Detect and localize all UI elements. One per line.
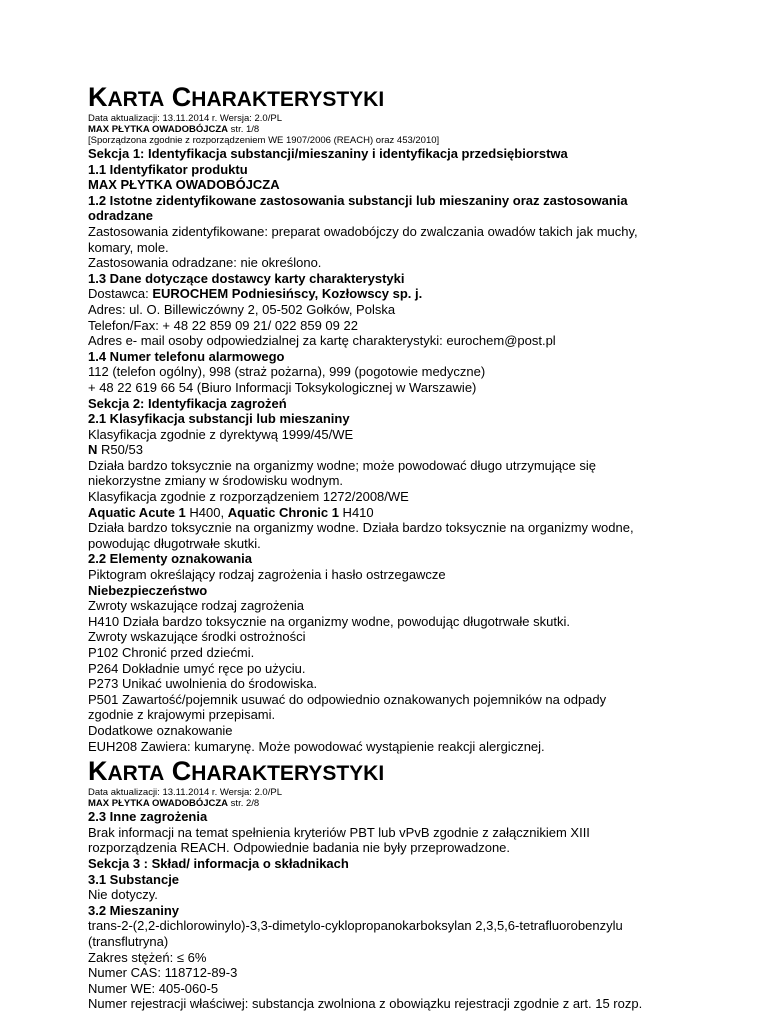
text-line: P264 Dokładnie umyć ręce po użyciu. xyxy=(88,660,306,676)
text-line: P273 Unikać uwolnienia do środowiska. xyxy=(88,676,318,692)
page-number: str. 1/8 xyxy=(228,124,260,135)
supplier-label: Dostawca: xyxy=(88,286,153,302)
text-line: Zastosowania odradzane: nie określono. xyxy=(88,255,322,271)
text-line: Nie dotyczy. xyxy=(88,887,158,903)
text-line: niekorzystne zmiany w środowisku wodnym. xyxy=(88,473,344,489)
registration-number: Numer rejestracji właściwej: substancja zwolniona z obowiązku rejestracji zgodnie z art. 15 rozp. xyxy=(88,996,643,1012)
section-1-title: Sekcja 1: Identyfikacja substancji/mieszaniny i identyfikacja przedsiębiorstwa xyxy=(88,146,568,161)
address-line: Adres: ul. O. Billewiczówny 2, 05-502 Gołków, Polska xyxy=(88,301,396,317)
signal-word: Niebezpieczeństwo xyxy=(88,582,208,598)
subsection-1-1-title: 1.1 Identyfikator produktu xyxy=(88,161,248,177)
aquatic-chronic: Aquatic Chronic 1 xyxy=(227,504,339,520)
product-name-header: MAX PŁYTKA OWADOBÓJCZA xyxy=(88,798,229,810)
text-line: P102 Chronić przed dziećmi. xyxy=(88,645,255,660)
page-number: str. 2/8 xyxy=(228,798,260,810)
regulation-note: [Sporządzona zgodnie z rozporządzeniem WE 1907/2006 (REACH) oraz 453/2010] xyxy=(88,135,440,146)
text-line: Działa bardzo toksycznie na organizmy wodne. Działa bardzo toksycznie na organizmy wodne, xyxy=(88,520,634,536)
aquatic-classification xyxy=(88,505,728,521)
subsection-1-4-title: 1.4 Numer telefonu alarmowego xyxy=(88,348,285,364)
emergency-line: 112 (telefon ogólny), 998 (straż pożarna), 999 (pogotowie medyczne) xyxy=(88,364,486,380)
aquatic-acute: Aquatic Acute 1 xyxy=(88,504,186,520)
subsection-1-2-title-b: odradzane xyxy=(88,208,154,224)
h400-code: H400, xyxy=(185,504,228,520)
subsection-2-1-title: 2.1 Klasyfikacja substancji lub mieszaniny xyxy=(88,411,350,427)
text-line: H410 Działa bardzo toksycznie na organizmy wodne, powodując długotrwałe skutki. xyxy=(88,613,570,629)
symbol-n: N xyxy=(88,442,98,458)
we-number: Numer WE: 405-060-5 xyxy=(88,980,219,996)
chemical-name-short: (transflutryna) xyxy=(88,933,169,949)
text-line: Klasyfikacja zgodnie z rozporządzeniem 1272/2008/WE xyxy=(88,489,409,505)
chemical-name: trans-2-(2,2-dichlorowinylo)-3,3-dimetylo-cyklopropanokarboksylan 2,3,5,6-tetrafluorobenzylu xyxy=(88,918,623,934)
section-2-title: Sekcja 2: Identyfikacja zagrożeń xyxy=(88,395,287,411)
page-title xyxy=(88,758,728,787)
supplier-line xyxy=(88,286,728,302)
text-line: Dodatkowe oznakowanie xyxy=(88,722,233,738)
concentration-range: Zakres stężeń: ≤ 6% xyxy=(88,949,207,965)
emergency-line: + 48 22 619 66 54 (Biuro Informacji Toksykologicznej w Warszawie) xyxy=(88,379,477,395)
subsection-1-3-title: 1.3 Dane dotyczące dostawcy karty charakterystyki xyxy=(88,270,405,286)
text-line: Piktogram określający rodzaj zagrożenia i hasło ostrzegawcze xyxy=(88,567,446,583)
email-line: Adres e- mail osoby odpowiedzialnej za kartę charakterystyki: eurochem@post.pl xyxy=(88,333,556,349)
text-line: Brak informacji na temat spełnienia kryteriów PBT lub vPvB zgodnie z załącznikiem XIII xyxy=(88,824,590,840)
text-line: rozporządzenia REACH. Odpowiednie badania nie były przeprowadzone. xyxy=(88,840,511,856)
page-title xyxy=(88,84,728,113)
r-phrases: R50/53 xyxy=(97,442,143,458)
classification-line xyxy=(88,442,728,458)
product-name-header: MAX PŁYTKA OWADOBÓJCZA xyxy=(88,124,229,135)
text-line: Klasyfikacja zgodnie z dyrektywą 1999/45/WE xyxy=(88,426,354,442)
title-text: KARTA CHARAKTERYSTYKI xyxy=(88,756,385,787)
subsection-1-2-title-a: 1.2 Istotne zidentyfikowane zastosowania substancji lub mieszaniny oraz zastosowania xyxy=(88,192,628,208)
subsection-3-2-title: 3.2 Mieszaniny xyxy=(88,902,180,918)
subsection-3-1-title: 3.1 Substancje xyxy=(88,871,180,887)
subsection-2-3-title: 2.3 Inne zagrożenia xyxy=(88,809,208,825)
section-3-title: Sekcja 3 : Skład/ informacja o składnikach xyxy=(88,855,349,871)
update-info: Data aktualizacji: 13.11.2014 r. Wersja: 2.0/PL xyxy=(88,787,282,799)
text-line: EUH208 Zawiera: kumarynę. Może powodować wystąpienie reakcji alergicznej. xyxy=(88,738,545,754)
text-line: komary, mole. xyxy=(88,239,169,255)
product-page-info xyxy=(88,798,728,809)
text-line: Działa bardzo toksycznie na organizmy wodne; może powodować długo utrzymujące się xyxy=(88,457,596,473)
h410-code: H410 xyxy=(338,504,374,520)
product-page-info xyxy=(88,124,728,135)
text-line: Zwroty wskazujące rodzaj zagrożenia xyxy=(88,598,305,614)
product-identifier: MAX PŁYTKA OWADOBÓJCZA xyxy=(88,177,280,193)
cas-number: Numer CAS: 118712-89-3 xyxy=(88,965,238,981)
subsection-2-2-title: 2.2 Elementy oznakowania xyxy=(88,551,253,567)
text-line: Zastosowania zidentyfikowane: preparat owadobójczy do zwalczania owadów takich jak muchy, xyxy=(88,223,638,239)
update-info: Data aktualizacji: 13.11.2014 r. Wersja: 2.0/PL xyxy=(88,113,282,124)
text-line: zgodnie z krajowymi przepisami. xyxy=(88,707,276,723)
title-text: KARTA CHARAKTERYSTYKI xyxy=(88,82,385,112)
text-line: powodując długotrwałe skutki. xyxy=(88,535,261,551)
text-line: Zwroty wskazujące środki ostrożności xyxy=(88,629,306,645)
text-line: P501 Zawartość/pojemnik usuwać do odpowiednio oznakowanych pojemników na odpady xyxy=(88,691,607,707)
document-page xyxy=(88,84,728,1012)
supplier-name: EUROCHEM Podniesińscy, Kozłowscy sp. j. xyxy=(152,286,423,302)
phone-line: Telefon/Fax: + 48 22 859 09 21/ 022 859 09 22 xyxy=(88,317,358,333)
